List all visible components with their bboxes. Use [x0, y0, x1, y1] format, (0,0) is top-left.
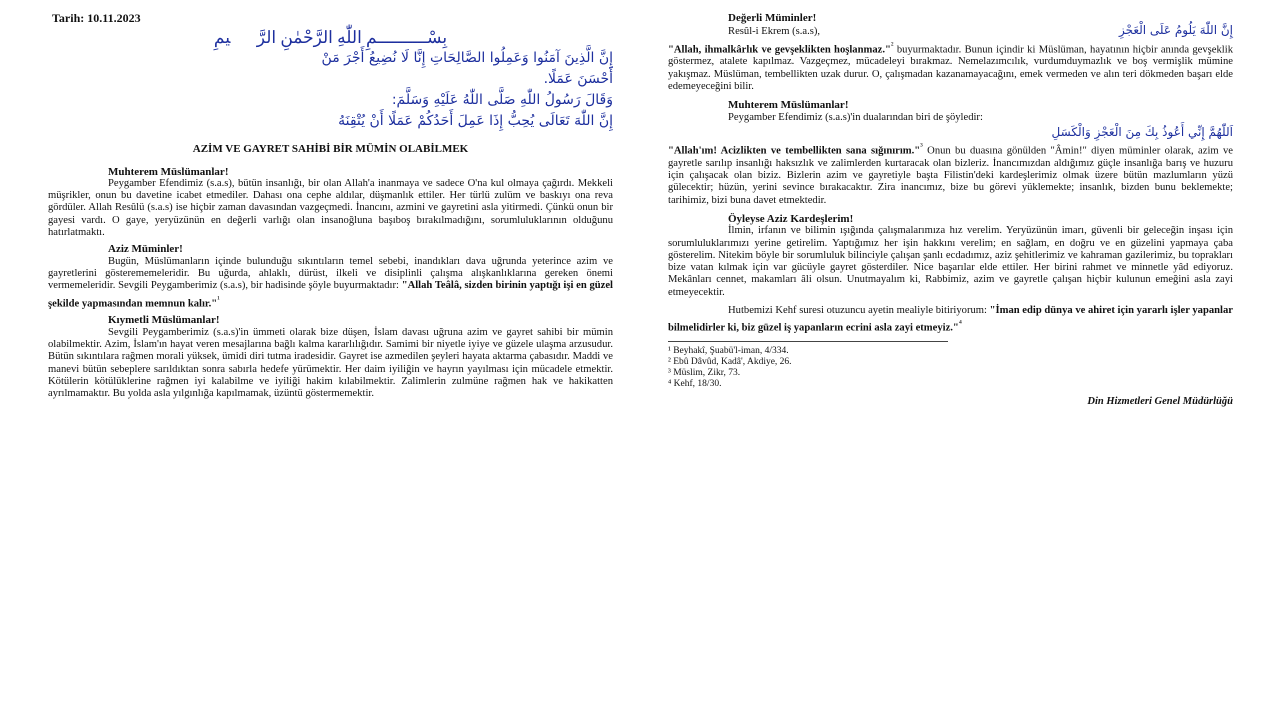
section-heading: Muhterem Müslümanlar! — [108, 165, 229, 178]
paragraph: Peygamber Efendimiz (s.a.s), bütün insanlığı, bir olan Allah'a inanmaya ve sadece O'na kul olmaya çağırdı. Mekkeli müşrikler, onun bu davetine icabet etmediler. Dahası ona cephe aldılar, düşmanlık ettiler. Her türlü zulüm ve baskıyı ona reva gördüler. Allah Resûlü (s.a.s) ise hiçbir zaman davasından vazgeçmedi. İnancını, azmini ve gayretini asla yitirmedi. Çünkü onun bir gayesi vardı. O gaye, yeryüzünün en değerli varlığı olan insanoğluna başıboş bırakılmadığını, sorumluluklarının olduğunu hatırlatmaktı. — [48, 177, 613, 239]
paragraph-text: Peygamber Efendimiz (s.a.s)'in dualarından biri de şöyledir: — [728, 111, 983, 123]
footnote-ref: ² — [890, 39, 894, 50]
verse-meaning-quote: "İman edip dünya ve ahiret için yararlı işler yapanlar bilmelidirler ki, biz güzel iş yapanların ecrini asla zayi etmeyiz." — [668, 305, 1234, 334]
footnote-ref: ⁴ — [958, 318, 962, 329]
paragraph-text: Bugün, Müslümanların içinde bulunduğu sıkıntıların temel sebebi, inandıkları dava uğrunda yeterince azim ve gayretlerini gösterememeleridir. Bu uğurda, ahlaklı, dürüst, ilkeli ve disiplinli çalışma alışkanlıklarına gereken önemi vermemeleridir. Sevgili Peygamberimiz (s.a.s), bir hadisinde şöyle buyurmaktadır: — [48, 255, 613, 292]
paragraph-text: buyurmaktadır. Bunun içindir ki Müslüman, hayatının hiçbir anında gevşeklik göstermez, atalete kapılmaz. Vazgeçmez, mücadeleyi bırakmaz. Nemelazımcılık, vurdumduymazlık ve boş vermişlik mümine yakışmaz. Müslüman, tembellikten uzak durur. O, çalışmadan kazanamayacağını, emek vermeden ve alın teri dökmeden başarı elde edemeyeceğini bilir. — [668, 44, 1233, 93]
signature: Din Hizmetleri Genel Müdürlüğü — [1087, 396, 1233, 408]
paragraph — [48, 256, 613, 311]
arabic-hadith-inline: إِنَّ اللّٰهَ يَلُومُ عَلَى الْعَجْزِ — [1118, 23, 1233, 38]
arabic-dua-inline: اَللّٰهُمَّ إِنِّي أَعُوذُ بِكَ مِنَ الْعَجْزِ وَالْكَسَلِ — [1051, 124, 1233, 139]
footnote-ref: ¹ — [217, 293, 220, 304]
section-heading: Değerli Müminler! — [728, 12, 817, 24]
paragraph-text: Hutbemizi Kehf suresi otuzuncu ayetin mealiyle bitiriyorum: — [728, 305, 987, 316]
paragraph: İlmin, irfanın ve bilimin ışığında çalışmalarımıza hız verelim. Yeryüzünün imarı, güvenli bir geleceğin inşası için sorumluluklarımızı yerine getirelim. Yaptığımız her işin hakkını verelim; en sağlam, en doğru ve en güzelini yapmaya çaba gösterelim. Nitekim böyle bir sorumluluk bilinciyle çalışan şanlı ecdadımız, aziz şehitlerimiz ve kahraman gazilerimiz, bu toprakları bize vatan kılmak için var gücüyle gayret gösterdiler. Nice başarılar elde ettiler. Her birini rahmet ve minnetle yâd ediyoruz. Mekânları cennet, makamları âli olsun. Unutmayalım ki, Rabbimiz, azim ve gayretle çalışan hiçbir kulunun emeğini asla zayi etmeyecektir. — [668, 225, 1233, 298]
paragraph: Sevgili Peygamberimiz (s.a.s)'in ümmeti olarak bize düşen, İslam davası uğruna azim ve gayret sahibi bir mümin olabilmektir. Azim, İslam'ın hayat veren mesajlarına bağlı kalma kararlılığıdır. Samimi bir niyetle iyiye ve güzele ulaşma arzusudur. Bütün sıkıntılara rağmen morali yüksek, ümidi diri tutma iradesidir. Gayret ise azmedilen şeyleri hayata aktarma çabasıdır. Maddi ve manevi bütün sebeplere sarıldıktan sonra sabırla hedefe yürümektir. Her daim iyiliğin ve hayrın yayılması için mücadele etmektir. Kötülerin kötülüklerine rağmen iyi kalabilme ve iyiliği hakim kılabilmektir. Zalimlerin zulmüne rağmen hak ve hakikatten ayrılmamaktır. Bu yolda asla yılgınlığa kapılmamak, üzüntü göstermemektir. — [48, 326, 613, 400]
footnote: ⁴ Kehf, 18/30. — [668, 379, 722, 390]
section-heading: Öyleyse Aziz Kardeşlerim! — [728, 212, 854, 225]
footnote: ² Ebû Dâvûd, Kadâ', Akdiye, 26. — [668, 357, 792, 368]
paragraph-text: Resûl-i Ekrem (s.a.s), — [728, 26, 821, 38]
section-heading: Kıymetli Müslümanlar! — [108, 314, 220, 327]
arabic-verse-line-1: إِنَّ الَّذِينَ آمَنُوا وَعَمِلُوا الصَّالِحَاتِ إِنَّا لَا نُضِيعُ أَجْرَ مَنْ — [321, 49, 613, 66]
footnote: ¹ Beyhakî, Şuabü'l-iman, 4/334. — [668, 346, 789, 357]
basmala-calligraphy: بِسْــــــــــمِ اللّٰهِ الرَّحْمٰنِ الرَّح۪يمِ — [213, 28, 448, 48]
section-heading: Aziz Müminler! — [108, 243, 183, 256]
hadith-quote: "Allah Teâlâ, sizden birinin yaptığı işi en güzel şekilde yapmasından memnun kalır." — [48, 280, 613, 310]
paragraph — [668, 305, 1233, 335]
footnotes — [668, 341, 948, 390]
dua-quote: "Allah'ım! Acizlikten ve tembellikten sana sığınırım." — [668, 145, 921, 157]
hadith-line — [668, 24, 1233, 38]
arabic-hadith-intro: وَقَالَ رَسُولُ اللّٰهِ صَلَّى اللّٰهُ عَلَيْهِ وَسَلَّمَ: — [391, 91, 613, 108]
paragraph-text: Onun bu duasına gönülden "Âmin!" diyen mümin‌ler olarak, azim ve gayretle sarılıp insanlığı haksızlık ve zalimlerden kurtaracak olan bizleriz. İnancımızdan aldığımız güçle insanlığa barış ve huzuru için çalışacak olan biziz. Bizlerin azim ve gayretiyle başta Filistin'deki kardeşlerimiz olmak üzere bütün mazlumların yüzü gülecektir; hüzün, yerini sevince bırakacaktır. Zira inancımız, bize bu görevi yüklemekte; insanlık, bizden bunu beklemekte; tarihimiz, bizi buna davet etmektedir. — [668, 145, 1233, 206]
left-column — [48, 8, 613, 400]
arabic-hadith: إِنَّ اللّٰهَ تَعَالَى يُحِبُّ إِذَا عَمِلَ أَحَدُكُمْ عَمَلًا أَنْ يُتْقِنَهُ — [338, 112, 613, 129]
date-label: Tarih: 10.11.2023 — [52, 11, 141, 25]
hadith-quote: "Allah, ihmalkârlık ve gevşeklikten hoşlanmaz." — [668, 44, 891, 56]
footnote-ref: ³ — [920, 140, 923, 151]
paragraph — [668, 39, 1233, 94]
paragraph — [668, 140, 1233, 207]
arabic-verse-line-2: أَحْسَنَ عَمَلًا. — [543, 70, 613, 87]
right-column — [668, 8, 1233, 408]
section-heading: Muhterem Müslümanlar! — [728, 99, 849, 112]
sermon-title: AZİM VE GAYRET SAHİBİ BİR MÜMİN OLABİLMEK — [192, 142, 469, 155]
footnote: ³ Müslim, Zikr, 73. — [668, 368, 741, 379]
